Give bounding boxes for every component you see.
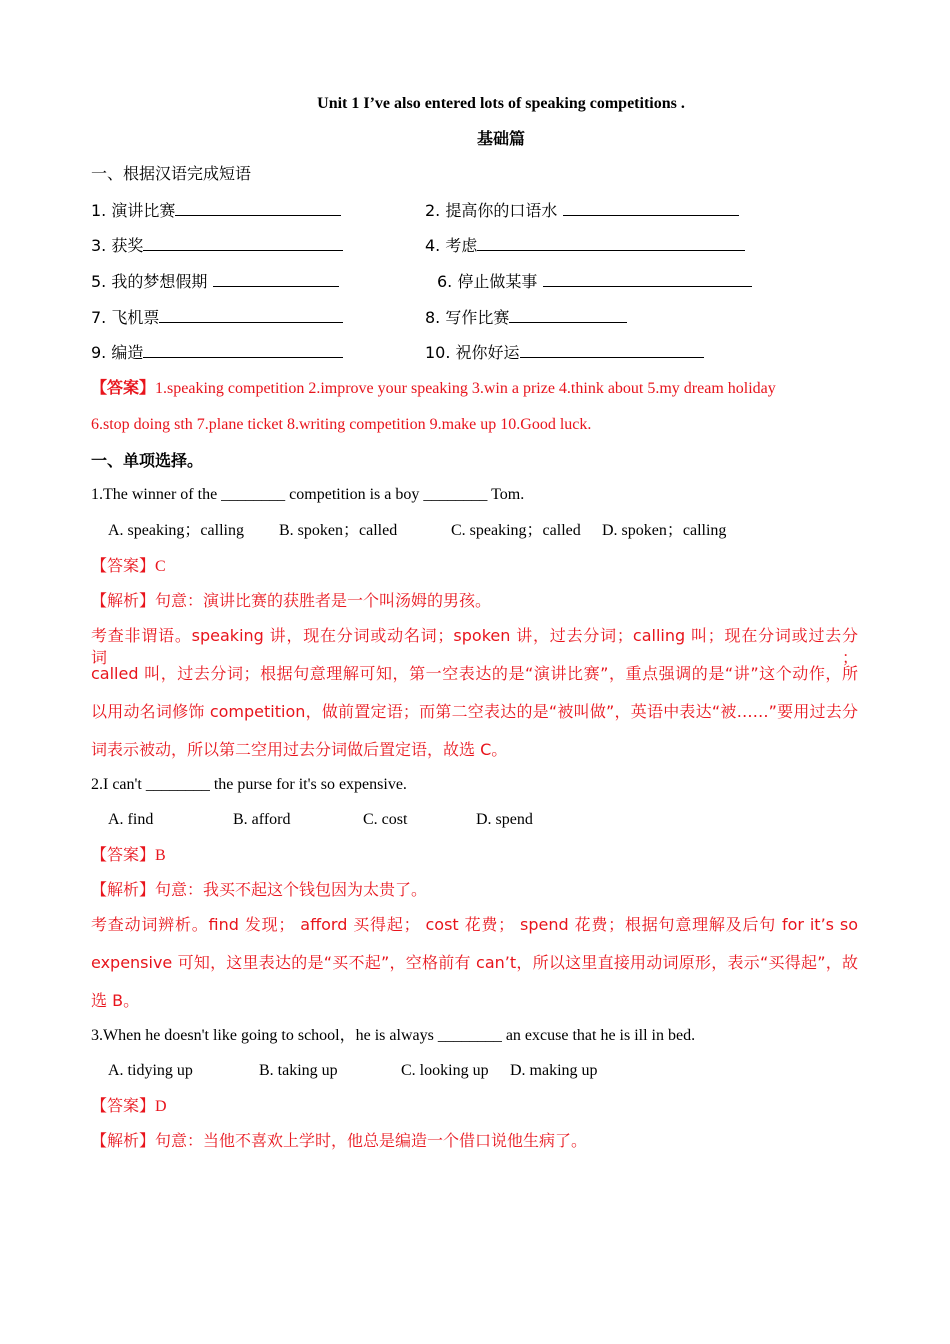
option[interactable]: B. taking up (259, 1062, 338, 1079)
analysis-line: 【解析】句意：我买不起这个钱包因为太贵了。 (91, 880, 428, 899)
answer-tag: 【答案】 (91, 845, 156, 864)
answer-line: 【答案】C (91, 556, 166, 575)
option[interactable]: A. find (108, 811, 154, 828)
phrase-item: 4. 考虑 (425, 234, 745, 257)
question-stem: 3.When he doesn't like going to school，he is always ________ an excuse that he is ill in bed. (91, 1027, 696, 1044)
answer-line: 【答案】B (91, 845, 166, 864)
phrase-item: 9. 编造 (91, 341, 343, 364)
section2-heading: 一、单项选择。 (91, 451, 204, 470)
answer-blank[interactable] (143, 341, 343, 358)
answer-tag: 【答案】 (91, 378, 156, 397)
answer-blank[interactable] (143, 234, 343, 251)
phrase-item: 3. 获奖 (91, 234, 343, 257)
explanation-line: 考查动词辨析。find 发现； afford 买得起； cost 花费； spend 花费；根据句意理解及后句 for it’s so (91, 915, 858, 934)
answer-tag: 【答案】 (91, 1096, 156, 1115)
option[interactable]: A. speaking；calling (108, 522, 244, 539)
answer-tag: 【答案】 (91, 556, 156, 575)
phrase-item: 1. 演讲比赛 (91, 199, 341, 222)
answer-blank[interactable] (543, 270, 752, 287)
analysis-tag: 【解析】 (91, 591, 156, 610)
section1-heading: 一、根据汉语完成短语 (91, 164, 252, 183)
analysis-tag: 【解析】 (91, 880, 156, 899)
explanation-line: called 叫，过去分词；根据句意理解可知，第一空表达的是“演讲比赛”，重点强调的是“讲”这个动作，所 (91, 664, 858, 683)
phrase-item: 2. 提高你的口语水 (425, 199, 739, 222)
option[interactable]: C. cost (363, 811, 408, 828)
answer-blank[interactable] (477, 234, 745, 251)
explanation-line: 词表示被动，所以第二空用过去分词做后置定语，故选 C。 (91, 740, 508, 759)
option[interactable]: D. spoken；calling (602, 522, 727, 539)
option[interactable]: D. making up (510, 1062, 598, 1079)
option[interactable]: C. speaking；called (451, 522, 581, 539)
question-stem: 2.I can't ________ the purse for it's so expensive. (91, 776, 407, 793)
answer-blank[interactable] (213, 270, 339, 287)
section1-answer-line2: 6.stop doing sth 7.plane ticket 8.writing competition 9.make up 10.Good luck. (91, 416, 592, 433)
phrase-item: 8. 写作比赛 (425, 306, 627, 329)
phrase-item: 5. 我的梦想假期 (91, 270, 339, 293)
answer-blank[interactable] (175, 199, 341, 216)
answer-line: 【答案】D (91, 1096, 167, 1115)
answer-blank[interactable] (159, 306, 343, 323)
option[interactable]: A. tidying up (108, 1062, 193, 1079)
analysis-line: 【解析】句意：当他不喜欢上学时，他总是编造一个借口说他生病了。 (91, 1131, 588, 1150)
phrase-item: 10. 祝你好运 (425, 341, 704, 364)
section1-answer-line1: 【答案】1.speaking competition 2.improve your speaking 3.win a prize 4.think about 5.my dream holiday (91, 378, 776, 397)
analysis-line: 【解析】句意：演讲比赛的获胜者是一个叫汤姆的男孩。 (91, 591, 492, 610)
question-stem: 1.The winner of the ________ competition is a boy ________ Tom. (91, 486, 525, 503)
option[interactable]: C. looking up (401, 1062, 489, 1079)
option[interactable]: B. afford (233, 811, 291, 828)
answer-blank[interactable] (509, 306, 627, 323)
document-subtitle: 基础篇 (476, 129, 525, 148)
explanation-line: 以用动名词修饰 competition，做前置定语；而第二空表达的是“被叫做”，英语中表达“被……”要用过去分 (91, 702, 858, 721)
explanation-line: 考查非谓语。speaking 讲，现在分词或动名词；spoken 讲，过去分词；calling 叫；现在分词或过去分词； (91, 626, 858, 667)
explanation-line: expensive 可知，这里表达的是“买不起”，空格前有 can’t，所以这里直接用动词原形，表示“买得起”，故 (91, 953, 858, 972)
phrase-item: 6. 停止做某事 (437, 270, 752, 293)
phrase-item: 7. 飞机票 (91, 306, 343, 329)
answer-blank[interactable] (520, 341, 704, 358)
option[interactable]: D. spend (476, 811, 533, 828)
explanation-line: 选 B。 (91, 991, 140, 1010)
analysis-tag: 【解析】 (91, 1131, 156, 1150)
option[interactable]: B. spoken；called (279, 522, 398, 539)
answer-blank[interactable] (563, 199, 739, 216)
document-title: Unit 1 I’ve also entered lots of speaking competitions . (317, 95, 685, 112)
